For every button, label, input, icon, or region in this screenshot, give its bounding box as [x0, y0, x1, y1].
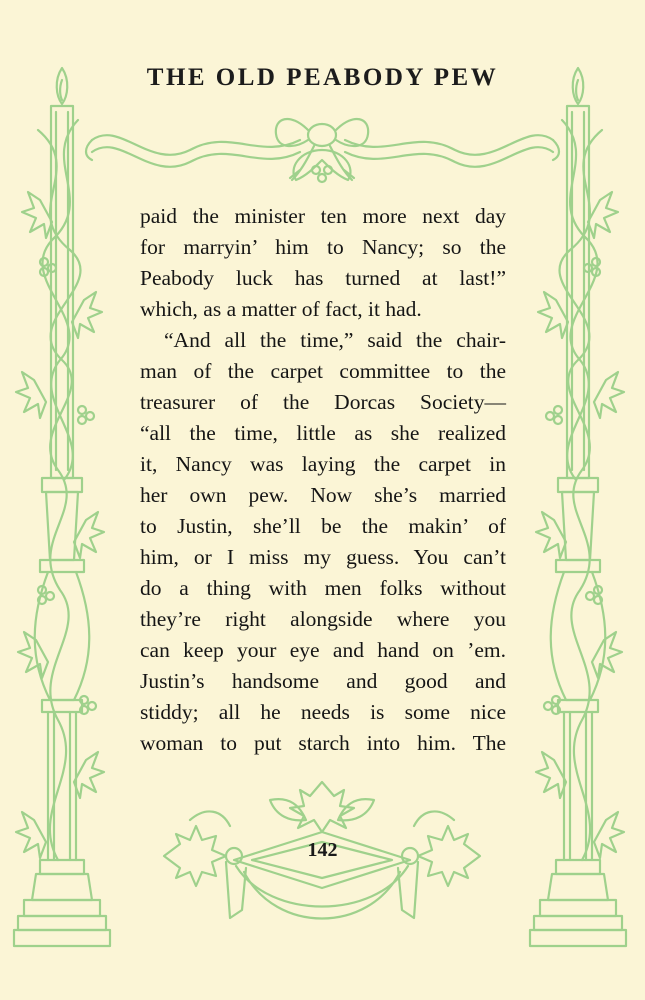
text-line: to Justin, she’ll be the makin’ of	[140, 514, 506, 538]
text-line: “all the time, little as she realized	[140, 421, 506, 445]
text-line: treasurer of the Dorcas Society—	[140, 390, 506, 414]
text-line: stiddy; all he needs is some nice	[140, 700, 506, 724]
text-line: Peabody luck has turned at last!”	[140, 266, 506, 290]
text-line: it, Nancy was laying the carpet in	[140, 452, 506, 476]
text-line: woman to put starch into him. The	[140, 731, 506, 755]
text-line: him, or I miss my guess. You can’t	[140, 545, 506, 569]
text-line: “And all the time,” said the chair-	[164, 328, 506, 352]
text-line: man of the carpet committee to the	[140, 359, 506, 383]
right-candle-ornament	[530, 68, 626, 946]
body-text	[140, 201, 506, 759]
text-line: for marryin’ him to Nancy; so the	[140, 235, 506, 259]
text-line: they’re right alongside where you	[140, 607, 506, 631]
left-candle-ornament	[14, 68, 110, 946]
page-number: 142	[307, 839, 338, 861]
text-line: do a thing with men folks without	[140, 576, 506, 600]
text-line: Justin’s handsome and good and	[140, 669, 506, 693]
running-head-title: THE OLD PEABODY PEW	[146, 64, 499, 91]
text-line: her own pew. Now she’s married	[140, 483, 506, 507]
text-line: paid the minister ten more next day	[140, 204, 506, 228]
text-line: which, as a matter of fact, it had.	[140, 297, 422, 321]
text-line: can keep your eye and hand on ’em.	[140, 638, 506, 662]
top-ribbon-ornament	[86, 119, 559, 182]
